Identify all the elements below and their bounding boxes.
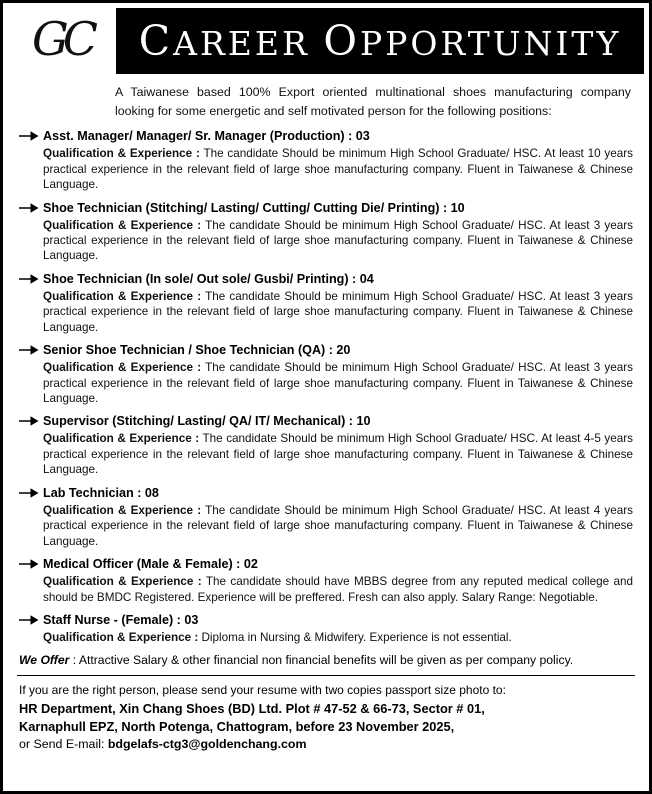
email-line (19, 736, 633, 754)
job-list (19, 128, 633, 645)
intro-paragraph: A Taiwanese based 100% Export oriented multinational shoes manufacturing company looking for some energetic and self motivated person for the following positions: (115, 85, 631, 118)
job-description (43, 289, 633, 335)
application-instructions (19, 682, 633, 754)
job-title: Shoe Technician (In sole/ Out sole/ Gusbi/ Printing) : 04 (43, 271, 374, 286)
title-letter-o: O (323, 17, 360, 65)
title-word-career: AREER (173, 24, 310, 63)
job-body (43, 342, 633, 406)
qualification-text: The candidate Should be minimum High School Graduate/ HSC. At least 4-5 years practical experience in the relevant field of large shoe manufacturing company. Fluent in Taiwanese & Chinese Language. (43, 432, 633, 477)
apply-lead-text: If you are the right person, please send your resume with two copies passport size photo to: (19, 683, 506, 698)
qualification-label: Qualification & Experience : (43, 630, 199, 644)
qualification-label: Qualification & Experience : (43, 218, 202, 232)
job-description (43, 431, 633, 477)
job-body (43, 413, 633, 477)
qualification-label: Qualification & Experience : (43, 575, 202, 589)
divider (17, 675, 635, 676)
we-offer-text: : Attractive Salary & other financial non financial benefits will be given as per company policy. (69, 653, 574, 668)
job-item (19, 413, 633, 477)
job-item (19, 271, 633, 335)
job-description (43, 218, 633, 264)
job-title: Senior Shoe Technician / Shoe Technician (QA) : 20 (43, 343, 351, 358)
qualification-label: Qualification & Experience : (43, 432, 200, 446)
we-offer-label: We Offer (19, 653, 70, 668)
qualification-text: The candidate Should be minimum High School Graduate/ HSC. At least 3 years practical experience in the relevant field of large shoe manufacturing company. Fluent in Taiwanese & Chinese Language. (43, 289, 633, 334)
job-body (43, 271, 633, 335)
job-description (43, 503, 633, 549)
job-title: Shoe Technician (Stitching/ Lasting/ Cutting/ Cutting Die/ Printing) : 10 (43, 200, 465, 215)
job-item (19, 200, 633, 264)
arrow-icon (19, 271, 43, 285)
title-word-opportunity: PPORTUNITY (359, 24, 622, 63)
page-title (139, 17, 621, 65)
logo-monogram: GC (32, 12, 92, 66)
job-item (19, 556, 633, 605)
arrow-icon (19, 342, 43, 356)
qualification-label: Qualification & Experience : (43, 361, 202, 375)
arrow-icon (19, 485, 43, 499)
job-body (43, 556, 633, 605)
qualification-label: Qualification & Experience : (43, 503, 202, 517)
job-item (19, 128, 633, 192)
job-title: Medical Officer (Male & Female) : 02 (43, 557, 258, 572)
qualification-text: The candidate Should be minimum High School Graduate/ HSC. At least 3 years practical experience in the relevant field of large shoe manufacturing company. Fluent in Taiwanese & Chinese Language. (43, 361, 633, 406)
job-body (43, 200, 633, 264)
job-item (19, 612, 633, 645)
job-description (43, 146, 633, 192)
job-body (43, 612, 633, 645)
company-address-line-1: HR Department, Xin Chang Shoes (BD) Ltd. Plot # 47-52 & 66-73, Sector # 01, (19, 700, 485, 716)
job-title: Asst. Manager/ Manager/ Sr. Manager (Production) : 03 (43, 129, 370, 144)
qualification-text: The candidate Should be minimum High School Graduate/ HSC. At least 10 years practical experience in the relevant field of large shoe manufacturing company. Fluent in Taiwanese & Chinese Language. (43, 147, 633, 192)
offer-section (19, 652, 631, 669)
advertisement-header (8, 8, 644, 74)
arrow-icon (19, 556, 43, 570)
email-prefix: or Send E-mail: (19, 737, 108, 752)
job-body (43, 128, 633, 192)
qualification-label: Qualification & Experience : (43, 147, 200, 161)
job-title: Staff Nurse - (Female) : 03 (43, 612, 199, 627)
title-banner (116, 8, 644, 74)
job-description (43, 360, 633, 406)
qualification-text: The candidate Should be minimum High School Graduate/ HSC. At least 4 years practical experience in the relevant field of large shoe manufacturing company. Fluent in Taiwanese & Chinese Language. (43, 503, 633, 548)
job-title: Lab Technician : 08 (43, 485, 159, 500)
job-body (43, 485, 633, 549)
job-item (19, 342, 633, 406)
email-address[interactable]: bdgelafs-ctg3@goldenchang.com (107, 737, 307, 752)
title-letter-c: C (138, 17, 174, 65)
job-item (19, 485, 633, 549)
arrow-icon (19, 128, 43, 142)
company-address-line-2: Karnaphull EPZ, North Potenga, Chattogram, before 23 November 2025, (19, 719, 455, 735)
qualification-text: The candidate Should be minimum High School Graduate/ HSC. At least 3 years practical experience in the relevant field of large shoe manufacturing company. Fluent in Taiwanese & Chinese Language. (43, 218, 633, 263)
qualification-label: Qualification & Experience : (43, 289, 202, 303)
job-description (43, 630, 633, 645)
arrow-icon (19, 413, 43, 427)
arrow-icon (19, 200, 43, 214)
qualification-text: Diploma in Nursing & Midwifery. Experience is not essential. (198, 630, 512, 644)
company-logo (8, 8, 116, 74)
job-description (43, 574, 633, 605)
arrow-icon (19, 612, 43, 626)
qualification-text: The candidate should have MBBS degree from any reputed medical college and should be BMDC Registered. Experience will be preffered. Fresh can also apply. Salary Range: Negotiable. (43, 575, 633, 604)
job-title: Supervisor (Stitching/ Lasting/ QA/ IT/ Mechanical) : 10 (43, 414, 371, 429)
